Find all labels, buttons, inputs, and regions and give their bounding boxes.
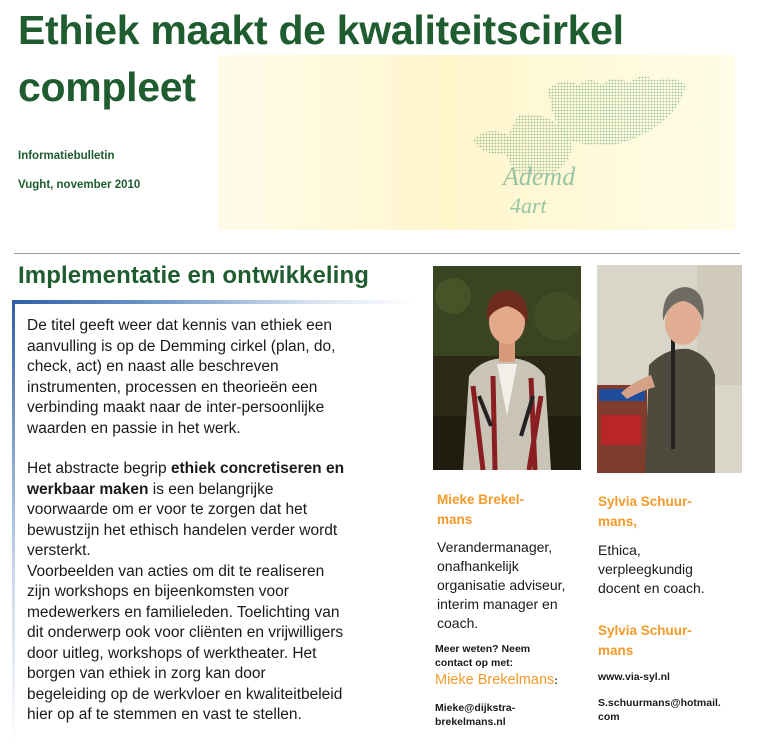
- section-accent-bar: [12, 300, 418, 304]
- header-divider: [14, 253, 740, 254]
- person2-contact-name: Sylvia Schuur- mans: [598, 623, 692, 658]
- article-body: [27, 316, 347, 726]
- emphasis-text: ethiek concretiseren en werkbaar maken: [27, 460, 345, 498]
- person1-contact-name: Mieke Brekelmans:: [435, 672, 558, 688]
- title-line-1: Ethiek maakt de kwaliteitscirkel: [18, 7, 624, 53]
- person2-email[interactable]: S.schuurmans@hotmail. com: [598, 697, 721, 723]
- paragraph-3: Voorbeelden van acties om dit te realiseren zijn workshops en bijeenkomsten voor medewerkers en familieleden. Toelichting van dit onderwerp ook voor cliënten en vrijwilligers door uitleg, workshops of werktheater. Het borgen van ethiek in zorg kan door begeleiding op de werkvloer en kwaliteitbeleid hier op af te stemmen en vast te stellen.: [27, 562, 344, 723]
- paragraph-2: Het abstracte begrip ethiek concretiseren en werkbaar maken is een belangrijke voorwaarde om er voor te zorgen dat het bewustzijn het ethisch handelen verder wordt versterkt.: [27, 460, 345, 559]
- title-line-2: compleet: [18, 64, 196, 110]
- place-date: Vught, november 2010: [18, 179, 141, 191]
- person2-website[interactable]: www.via-syl.nl: [598, 671, 670, 683]
- person1-contact-label: Meer weten? Neem contact op met:: [435, 643, 531, 669]
- page-title: [18, 2, 738, 116]
- bulletin-label: Informatiebulletin: [18, 150, 115, 162]
- person2-name: Sylvia Schuur- mans,: [598, 494, 692, 529]
- logo-subtext: 4art: [510, 193, 547, 218]
- photo-sylvia: [597, 265, 742, 473]
- logo-text: Ademd: [503, 162, 576, 191]
- person1-name: Mieke Brekel- mans: [437, 492, 525, 527]
- person2-description: Ethica, verpleegkundig docent en coach.: [598, 542, 705, 596]
- section-title: Implementatie en ontwikkeling: [18, 262, 369, 289]
- paragraph-1: De titel geeft weer dat kennis van ethiek een aanvulling is op de Demming cirkel (plan, do, check, act) en naast alle beschreven instrumenten, processen en theorieën een verbinding maakt naar de inter-persoonlijke waarden en passie in het werk.: [27, 317, 336, 437]
- photo-mieke: [433, 266, 581, 470]
- person1-description: Verandermanager, onafhankelijk organisatie adviseur, interim manager en coach.: [437, 539, 566, 631]
- person1-email[interactable]: Mieke@dijkstra- brekelmans.nl: [435, 702, 516, 728]
- section-accent-side: [12, 300, 15, 750]
